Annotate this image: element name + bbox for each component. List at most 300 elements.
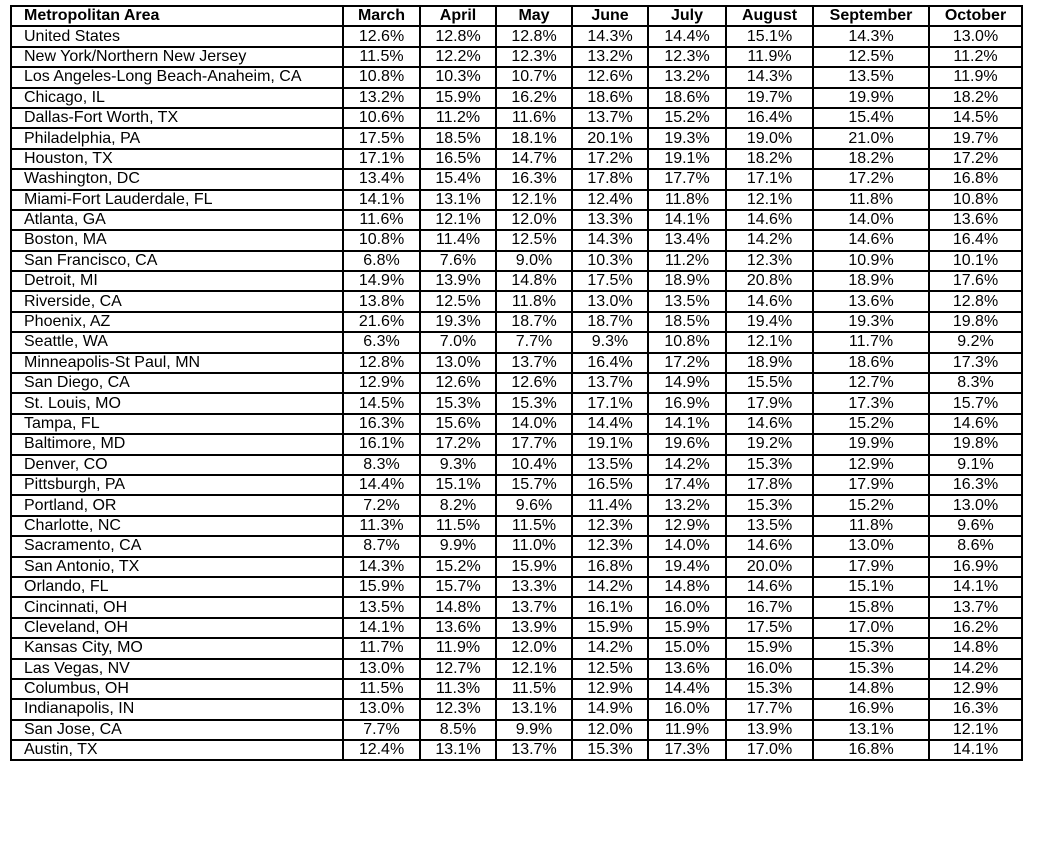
rate-cell-september: 15.3% [813, 638, 929, 658]
rate-cell-may: 13.9% [496, 618, 572, 638]
rate-cell-may: 13.7% [496, 597, 572, 617]
metro-area-name: San Jose, CA [11, 720, 343, 740]
rate-cell-july: 14.1% [648, 414, 726, 434]
rate-cell-april: 8.2% [420, 495, 496, 515]
table-row [11, 455, 1022, 475]
rate-cell-august: 13.9% [726, 720, 813, 740]
rate-cell-june: 16.4% [572, 353, 648, 373]
rate-cell-march: 11.3% [343, 516, 420, 536]
table-row [11, 291, 1022, 311]
rate-cell-april: 17.2% [420, 434, 496, 454]
rate-cell-september: 19.3% [813, 312, 929, 332]
rate-cell-july: 17.7% [648, 169, 726, 189]
rate-cell-july: 13.5% [648, 291, 726, 311]
rate-cell-august: 14.6% [726, 414, 813, 434]
rate-cell-april: 15.3% [420, 393, 496, 413]
rate-cell-august: 19.0% [726, 128, 813, 148]
rate-cell-may: 11.5% [496, 516, 572, 536]
rate-cell-july: 11.2% [648, 251, 726, 271]
header-row [11, 6, 1022, 26]
rate-cell-march: 8.3% [343, 455, 420, 475]
rate-cell-april: 15.2% [420, 557, 496, 577]
metro-area-table [10, 5, 1023, 761]
rate-cell-april: 12.1% [420, 210, 496, 230]
rate-cell-september: 18.9% [813, 271, 929, 291]
rate-cell-april: 18.5% [420, 128, 496, 148]
rate-cell-may: 11.5% [496, 679, 572, 699]
rate-cell-september: 13.6% [813, 291, 929, 311]
rate-cell-september: 17.2% [813, 169, 929, 189]
table-row [11, 47, 1022, 67]
rate-cell-march: 7.7% [343, 720, 420, 740]
rate-cell-april: 12.8% [420, 26, 496, 46]
rate-cell-october: 18.2% [929, 88, 1022, 108]
rate-cell-august: 15.9% [726, 638, 813, 658]
column-header-october: October [929, 6, 1022, 26]
rate-cell-october: 19.7% [929, 128, 1022, 148]
rate-cell-march: 14.5% [343, 393, 420, 413]
rate-cell-june: 13.3% [572, 210, 648, 230]
rate-cell-may: 12.5% [496, 230, 572, 250]
rate-cell-august: 19.4% [726, 312, 813, 332]
rate-cell-october: 9.1% [929, 455, 1022, 475]
rate-cell-july: 13.2% [648, 67, 726, 87]
rate-cell-october: 12.8% [929, 291, 1022, 311]
rate-cell-june: 14.3% [572, 26, 648, 46]
rate-cell-june: 16.1% [572, 597, 648, 617]
rate-cell-august: 20.8% [726, 271, 813, 291]
metro-area-name: Cincinnati, OH [11, 597, 343, 617]
rate-cell-september: 15.4% [813, 108, 929, 128]
metro-area-name: Dallas-Fort Worth, TX [11, 108, 343, 128]
rate-cell-october: 16.3% [929, 475, 1022, 495]
rate-cell-april: 11.5% [420, 516, 496, 536]
rate-cell-march: 11.5% [343, 47, 420, 67]
rate-cell-april: 15.1% [420, 475, 496, 495]
rate-cell-april: 7.0% [420, 332, 496, 352]
rate-cell-july: 14.8% [648, 577, 726, 597]
rate-cell-april: 15.7% [420, 577, 496, 597]
rate-cell-september: 15.8% [813, 597, 929, 617]
rate-cell-march: 13.5% [343, 597, 420, 617]
rate-cell-september: 14.8% [813, 679, 929, 699]
column-header-july: July [648, 6, 726, 26]
rate-cell-july: 15.9% [648, 618, 726, 638]
rate-cell-may: 14.8% [496, 271, 572, 291]
metro-area-name: Washington, DC [11, 169, 343, 189]
metro-area-name: Chicago, IL [11, 88, 343, 108]
rate-cell-july: 16.0% [648, 699, 726, 719]
rate-cell-august: 17.1% [726, 169, 813, 189]
rate-cell-october: 17.3% [929, 353, 1022, 373]
rate-cell-may: 11.0% [496, 536, 572, 556]
rate-cell-june: 9.3% [572, 332, 648, 352]
metro-area-name: Minneapolis-St Paul, MN [11, 353, 343, 373]
rate-cell-july: 17.3% [648, 740, 726, 760]
table-row [11, 190, 1022, 210]
rate-cell-june: 17.5% [572, 271, 648, 291]
rate-cell-september: 15.1% [813, 577, 929, 597]
rate-cell-may: 10.7% [496, 67, 572, 87]
rate-cell-april: 16.5% [420, 149, 496, 169]
rate-cell-september: 18.2% [813, 149, 929, 169]
rate-cell-may: 12.1% [496, 190, 572, 210]
rate-cell-july: 10.8% [648, 332, 726, 352]
rate-cell-july: 19.4% [648, 557, 726, 577]
rate-cell-march: 7.2% [343, 495, 420, 515]
rate-cell-march: 13.4% [343, 169, 420, 189]
rate-cell-march: 14.1% [343, 618, 420, 638]
rate-cell-july: 14.0% [648, 536, 726, 556]
rate-cell-july: 14.4% [648, 26, 726, 46]
rate-cell-august: 13.5% [726, 516, 813, 536]
rate-cell-march: 6.8% [343, 251, 420, 271]
rate-cell-july: 18.9% [648, 271, 726, 291]
rate-cell-may: 12.0% [496, 638, 572, 658]
rate-cell-october: 14.6% [929, 414, 1022, 434]
rate-cell-march: 14.3% [343, 557, 420, 577]
table-row [11, 720, 1022, 740]
rate-cell-october: 9.2% [929, 332, 1022, 352]
table-row [11, 577, 1022, 597]
rate-cell-july: 16.0% [648, 597, 726, 617]
rate-cell-june: 13.7% [572, 373, 648, 393]
rate-cell-march: 11.5% [343, 679, 420, 699]
rate-cell-june: 14.3% [572, 230, 648, 250]
rate-cell-june: 18.6% [572, 88, 648, 108]
rate-cell-may: 11.8% [496, 291, 572, 311]
rate-cell-june: 19.1% [572, 434, 648, 454]
rate-cell-july: 13.6% [648, 659, 726, 679]
rate-cell-october: 14.5% [929, 108, 1022, 128]
rate-cell-september: 13.0% [813, 536, 929, 556]
table-row [11, 659, 1022, 679]
rate-cell-september: 17.3% [813, 393, 929, 413]
rate-cell-september: 11.8% [813, 190, 929, 210]
rate-cell-june: 20.1% [572, 128, 648, 148]
table-row [11, 108, 1022, 128]
rate-cell-april: 9.9% [420, 536, 496, 556]
rate-cell-may: 15.9% [496, 557, 572, 577]
metro-area-name: Miami-Fort Lauderdale, FL [11, 190, 343, 210]
table-row [11, 414, 1022, 434]
rate-cell-june: 12.6% [572, 67, 648, 87]
rate-cell-june: 17.1% [572, 393, 648, 413]
rate-cell-march: 13.8% [343, 291, 420, 311]
rate-cell-june: 12.3% [572, 516, 648, 536]
rate-cell-october: 16.8% [929, 169, 1022, 189]
rate-cell-june: 16.5% [572, 475, 648, 495]
rate-cell-october: 17.2% [929, 149, 1022, 169]
metro-area-name: Charlotte, NC [11, 516, 343, 536]
rate-cell-april: 11.4% [420, 230, 496, 250]
metro-area-name: Tampa, FL [11, 414, 343, 434]
rate-cell-may: 9.6% [496, 495, 572, 515]
rate-cell-march: 16.1% [343, 434, 420, 454]
rate-cell-may: 16.2% [496, 88, 572, 108]
table-row [11, 699, 1022, 719]
rate-cell-august: 12.1% [726, 332, 813, 352]
rate-cell-april: 13.1% [420, 740, 496, 760]
rate-cell-march: 15.9% [343, 577, 420, 597]
rate-cell-april: 7.6% [420, 251, 496, 271]
rate-cell-march: 11.6% [343, 210, 420, 230]
rate-cell-july: 14.1% [648, 210, 726, 230]
rate-cell-may: 9.0% [496, 251, 572, 271]
rate-cell-april: 19.3% [420, 312, 496, 332]
rate-cell-may: 12.0% [496, 210, 572, 230]
rate-cell-june: 17.2% [572, 149, 648, 169]
rate-cell-march: 10.8% [343, 230, 420, 250]
rate-cell-may: 11.6% [496, 108, 572, 128]
rate-cell-october: 13.7% [929, 597, 1022, 617]
rate-cell-april: 11.3% [420, 679, 496, 699]
rate-cell-august: 15.1% [726, 26, 813, 46]
table-row [11, 393, 1022, 413]
rate-cell-july: 14.4% [648, 679, 726, 699]
table-row [11, 332, 1022, 352]
rate-cell-june: 18.7% [572, 312, 648, 332]
rate-cell-june: 17.8% [572, 169, 648, 189]
rate-cell-september: 12.7% [813, 373, 929, 393]
column-header-metropolitan-area: Metropolitan Area [11, 6, 343, 26]
rate-cell-september: 11.7% [813, 332, 929, 352]
rate-cell-october: 16.9% [929, 557, 1022, 577]
rate-cell-june: 13.2% [572, 47, 648, 67]
rate-cell-april: 15.9% [420, 88, 496, 108]
rate-cell-september: 16.8% [813, 740, 929, 760]
rate-cell-march: 12.8% [343, 353, 420, 373]
rate-cell-september: 11.8% [813, 516, 929, 536]
rate-cell-october: 19.8% [929, 434, 1022, 454]
metro-area-name: United States [11, 26, 343, 46]
table-row [11, 618, 1022, 638]
rate-cell-july: 12.9% [648, 516, 726, 536]
metro-area-name: Riverside, CA [11, 291, 343, 311]
rate-cell-august: 19.7% [726, 88, 813, 108]
rate-cell-october: 12.1% [929, 720, 1022, 740]
metro-area-name: Kansas City, MO [11, 638, 343, 658]
rate-cell-march: 12.9% [343, 373, 420, 393]
rate-cell-may: 15.7% [496, 475, 572, 495]
rate-cell-june: 12.3% [572, 536, 648, 556]
rate-cell-march: 8.7% [343, 536, 420, 556]
rate-cell-april: 15.4% [420, 169, 496, 189]
table-row [11, 597, 1022, 617]
rate-cell-march: 13.0% [343, 699, 420, 719]
metro-area-name: San Antonio, TX [11, 557, 343, 577]
rate-cell-august: 17.8% [726, 475, 813, 495]
rate-cell-july: 14.2% [648, 455, 726, 475]
rate-cell-may: 13.7% [496, 353, 572, 373]
column-header-september: September [813, 6, 929, 26]
table-row [11, 67, 1022, 87]
metro-area-name: Detroit, MI [11, 271, 343, 291]
rate-cell-october: 9.6% [929, 516, 1022, 536]
table-row [11, 373, 1022, 393]
rate-cell-april: 11.9% [420, 638, 496, 658]
metro-area-name: New York/Northern New Jersey [11, 47, 343, 67]
metro-area-name: Atlanta, GA [11, 210, 343, 230]
metro-area-name: San Diego, CA [11, 373, 343, 393]
rate-cell-october: 15.7% [929, 393, 1022, 413]
rate-cell-may: 12.1% [496, 659, 572, 679]
rate-cell-august: 17.0% [726, 740, 813, 760]
rate-cell-april: 13.0% [420, 353, 496, 373]
rate-cell-may: 13.3% [496, 577, 572, 597]
rate-cell-july: 18.5% [648, 312, 726, 332]
table-row [11, 679, 1022, 699]
metro-area-name: Austin, TX [11, 740, 343, 760]
rate-cell-september: 19.9% [813, 88, 929, 108]
rate-cell-october: 16.2% [929, 618, 1022, 638]
rate-cell-april: 11.2% [420, 108, 496, 128]
rate-cell-august: 15.3% [726, 679, 813, 699]
rate-cell-september: 10.9% [813, 251, 929, 271]
rate-cell-october: 11.2% [929, 47, 1022, 67]
rate-cell-august: 17.5% [726, 618, 813, 638]
rate-cell-april: 10.3% [420, 67, 496, 87]
rate-cell-march: 10.6% [343, 108, 420, 128]
rate-cell-october: 8.3% [929, 373, 1022, 393]
table-row [11, 638, 1022, 658]
rate-cell-july: 19.3% [648, 128, 726, 148]
rate-cell-july: 15.0% [648, 638, 726, 658]
rate-cell-july: 12.3% [648, 47, 726, 67]
rate-cell-august: 20.0% [726, 557, 813, 577]
rate-cell-october: 13.0% [929, 495, 1022, 515]
rate-cell-september: 19.9% [813, 434, 929, 454]
rate-cell-august: 11.9% [726, 47, 813, 67]
rate-cell-may: 10.4% [496, 455, 572, 475]
rate-cell-october: 11.9% [929, 67, 1022, 87]
rate-cell-march: 13.2% [343, 88, 420, 108]
metro-area-name: Philadelphia, PA [11, 128, 343, 148]
rate-cell-september: 18.6% [813, 353, 929, 373]
metro-area-name: Las Vegas, NV [11, 659, 343, 679]
rate-cell-march: 16.3% [343, 414, 420, 434]
rate-cell-august: 14.6% [726, 210, 813, 230]
rate-cell-september: 17.0% [813, 618, 929, 638]
rate-cell-september: 15.3% [813, 659, 929, 679]
rate-cell-july: 17.4% [648, 475, 726, 495]
rate-cell-august: 16.7% [726, 597, 813, 617]
table-row [11, 210, 1022, 230]
rate-cell-september: 17.9% [813, 475, 929, 495]
rate-cell-june: 14.2% [572, 638, 648, 658]
rate-cell-june: 14.9% [572, 699, 648, 719]
rate-cell-april: 12.2% [420, 47, 496, 67]
rate-cell-july: 15.2% [648, 108, 726, 128]
rate-cell-june: 10.3% [572, 251, 648, 271]
rate-cell-june: 13.7% [572, 108, 648, 128]
table-row [11, 271, 1022, 291]
rate-cell-june: 12.9% [572, 679, 648, 699]
rate-cell-march: 14.9% [343, 271, 420, 291]
metro-area-name: Denver, CO [11, 455, 343, 475]
rate-cell-october: 17.6% [929, 271, 1022, 291]
rate-cell-july: 16.9% [648, 393, 726, 413]
rate-cell-may: 14.0% [496, 414, 572, 434]
metro-area-name: Houston, TX [11, 149, 343, 169]
rate-cell-june: 13.5% [572, 455, 648, 475]
table-row [11, 740, 1022, 760]
rate-cell-may: 9.9% [496, 720, 572, 740]
rate-cell-march: 10.8% [343, 67, 420, 87]
rate-cell-march: 12.6% [343, 26, 420, 46]
rate-cell-may: 14.7% [496, 149, 572, 169]
table-row [11, 149, 1022, 169]
rate-cell-april: 12.3% [420, 699, 496, 719]
rate-cell-august: 14.3% [726, 67, 813, 87]
rate-cell-august: 14.6% [726, 536, 813, 556]
metro-area-name: Boston, MA [11, 230, 343, 250]
rate-cell-october: 16.3% [929, 699, 1022, 719]
rate-cell-march: 14.1% [343, 190, 420, 210]
rate-cell-october: 13.0% [929, 26, 1022, 46]
rate-cell-march: 17.1% [343, 149, 420, 169]
column-header-august: August [726, 6, 813, 26]
rate-cell-june: 12.5% [572, 659, 648, 679]
rate-cell-october: 14.1% [929, 740, 1022, 760]
metro-area-name: Pittsburgh, PA [11, 475, 343, 495]
rate-cell-september: 14.3% [813, 26, 929, 46]
rate-cell-may: 13.7% [496, 740, 572, 760]
rate-cell-june: 14.2% [572, 577, 648, 597]
table-row [11, 88, 1022, 108]
metro-area-name: Phoenix, AZ [11, 312, 343, 332]
rate-cell-august: 15.5% [726, 373, 813, 393]
rate-cell-july: 17.2% [648, 353, 726, 373]
rate-cell-april: 12.7% [420, 659, 496, 679]
table-row [11, 312, 1022, 332]
rate-cell-april: 9.3% [420, 455, 496, 475]
table-row [11, 230, 1022, 250]
metro-area-name: Sacramento, CA [11, 536, 343, 556]
rate-cell-april: 13.9% [420, 271, 496, 291]
rate-cell-august: 17.7% [726, 699, 813, 719]
rate-cell-october: 8.6% [929, 536, 1022, 556]
rate-cell-june: 11.4% [572, 495, 648, 515]
rate-cell-august: 15.3% [726, 495, 813, 515]
metro-area-name: San Francisco, CA [11, 251, 343, 271]
rate-cell-august: 19.2% [726, 434, 813, 454]
rate-cell-march: 6.3% [343, 332, 420, 352]
rate-cell-may: 18.1% [496, 128, 572, 148]
rate-cell-april: 15.6% [420, 414, 496, 434]
rate-cell-october: 13.6% [929, 210, 1022, 230]
table-body [11, 26, 1022, 760]
rate-cell-april: 12.6% [420, 373, 496, 393]
rate-cell-june: 15.3% [572, 740, 648, 760]
column-header-june: June [572, 6, 648, 26]
metro-area-name: Los Angeles-Long Beach-Anaheim, CA [11, 67, 343, 87]
rate-cell-september: 15.2% [813, 414, 929, 434]
rate-cell-august: 17.9% [726, 393, 813, 413]
rate-cell-march: 21.6% [343, 312, 420, 332]
table-row [11, 536, 1022, 556]
rate-cell-august: 18.9% [726, 353, 813, 373]
table-row [11, 353, 1022, 373]
metro-area-name: Seattle, WA [11, 332, 343, 352]
column-header-march: March [343, 6, 420, 26]
rate-cell-october: 14.8% [929, 638, 1022, 658]
rate-cell-march: 13.0% [343, 659, 420, 679]
table-row [11, 169, 1022, 189]
table-row [11, 557, 1022, 577]
table-row [11, 495, 1022, 515]
rate-cell-april: 14.8% [420, 597, 496, 617]
